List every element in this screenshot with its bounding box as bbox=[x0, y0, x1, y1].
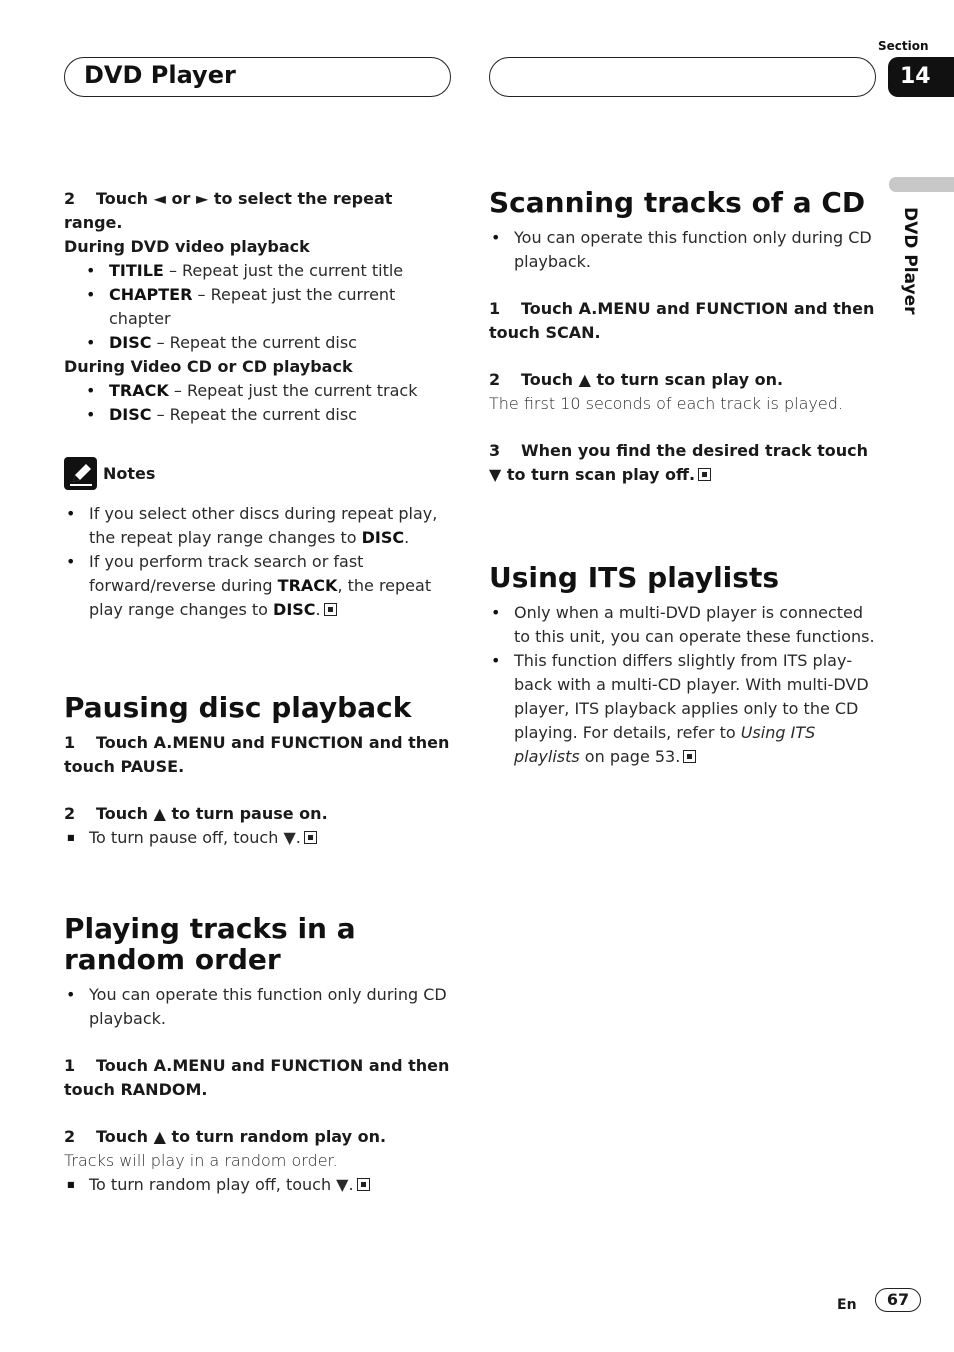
scan-step-2: 2 Touch ▲ to turn scan play on. bbox=[489, 370, 784, 389]
pause-step-2: 2 Touch ▲ to turn pause on. bbox=[64, 804, 328, 823]
side-tab-label: DVD Player bbox=[900, 207, 920, 315]
page-language: En bbox=[837, 1297, 857, 1313]
end-mark-icon bbox=[304, 831, 317, 844]
random-tip-list bbox=[64, 1173, 454, 1197]
its-heading: Using ITS playlists bbox=[489, 561, 779, 594]
scan-step-3: 3 When you find the desired track touch ▼ to turn scan play off. bbox=[489, 441, 868, 484]
dvd-repeat-list bbox=[64, 259, 454, 355]
page-number: 67 bbox=[875, 1288, 921, 1312]
pause-step-1: 1 Touch A.MENU and FUNCTION and then touch PAUSE. bbox=[64, 733, 450, 776]
list-item: • DISC – Repeat the current disc bbox=[64, 403, 454, 427]
random-bullet-list bbox=[64, 983, 454, 1031]
scan-bullet-list bbox=[489, 226, 879, 274]
side-tab-marker bbox=[889, 177, 954, 192]
list-item: • TRACK – Repeat just the current track bbox=[64, 379, 454, 403]
random-step-2-body: Tracks will play in a random order. bbox=[64, 1151, 338, 1170]
left-column bbox=[64, 187, 454, 1197]
list-item: • TITILE – Repeat just the current title bbox=[64, 259, 454, 283]
list-item: • This function differs slightly from ITS playback with a multi-CD player. With multi-DVD player, ITS playback applies only to the CD playing. For details, refer to Using ITS playlists on page 53. bbox=[489, 649, 879, 769]
end-mark-icon bbox=[357, 1178, 370, 1191]
its-bullet-list bbox=[489, 601, 879, 769]
random-step-1: 1 Touch A.MENU and FUNCTION and then touch RANDOM. bbox=[64, 1056, 450, 1099]
vcd-repeat-list bbox=[64, 379, 454, 427]
section-label: Section bbox=[878, 39, 929, 53]
scan-heading: Scanning tracks of a CD bbox=[489, 186, 866, 219]
list-item: • CHAPTER – Repeat just the current chapter bbox=[64, 283, 454, 331]
end-mark-icon bbox=[698, 468, 711, 481]
list-item: • Only when a multi-DVD player is connected to this unit, you can operate these functions. bbox=[489, 601, 879, 649]
scan-step-1: 1 Touch A.MENU and FUNCTION and then touch SCAN. bbox=[489, 299, 875, 342]
list-item: ■ To turn pause off, touch ▼. bbox=[64, 826, 454, 850]
notes-heading bbox=[64, 457, 454, 490]
notes-list bbox=[64, 502, 454, 622]
scan-step-2-body: The first 10 seconds of each track is played. bbox=[489, 394, 843, 413]
random-step-2: 2 Touch ▲ to turn random play on. bbox=[64, 1127, 387, 1146]
list-item: • You can operate this function only during CD playback. bbox=[64, 983, 454, 1031]
header-title: DVD Player bbox=[84, 61, 236, 89]
pencil-icon bbox=[64, 457, 97, 490]
end-mark-icon bbox=[683, 750, 696, 763]
list-item: • DISC – Repeat the current disc bbox=[64, 331, 454, 355]
pause-tip-list bbox=[64, 826, 454, 850]
vcd-subhead: During Video CD or CD playback bbox=[64, 357, 353, 376]
section-number-badge: 14 bbox=[888, 57, 954, 97]
list-item: • If you perform track search or fast forward/reverse during TRACK, the repeat play range changes to DISC. bbox=[64, 550, 454, 622]
dvd-subhead: During DVD video playback bbox=[64, 237, 310, 256]
list-item: • You can operate this function only during CD playback. bbox=[489, 226, 879, 274]
repeat-step: 2 Touch ◄ or ► to select the repeat range. bbox=[64, 189, 393, 232]
notes-title: Notes bbox=[103, 463, 156, 483]
list-item: ■ To turn random play off, touch ▼. bbox=[64, 1173, 454, 1197]
header-blank-frame bbox=[489, 57, 876, 97]
right-column bbox=[489, 187, 879, 769]
random-heading: Playing tracks in a random order bbox=[64, 912, 356, 976]
list-item: • If you select other discs during repeat play, the repeat play range changes to DISC. bbox=[64, 502, 454, 550]
pause-heading: Pausing disc playback bbox=[64, 691, 412, 724]
end-mark-icon bbox=[324, 603, 337, 616]
